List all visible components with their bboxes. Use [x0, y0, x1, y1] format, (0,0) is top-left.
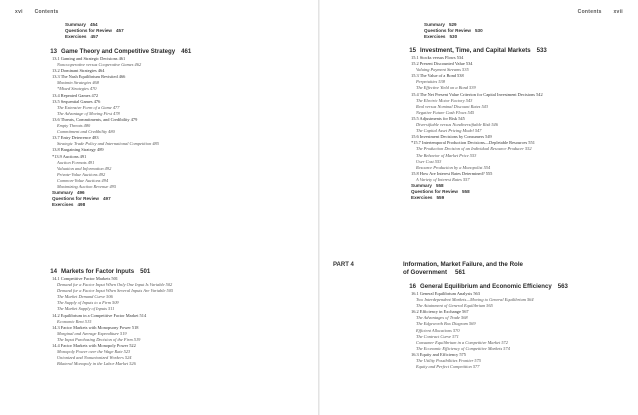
toc-section-entry[interactable]: 15.2 Present Discounted Value 534 [411, 61, 473, 67]
left-running-header [15, 9, 59, 15]
chapter-15-entries [403, 55, 547, 183]
toc-subsection-entry[interactable]: Strategic Trade Policy and International Competition 485 [57, 141, 159, 147]
toc-subsection-entry[interactable]: Common-Value Auctions 494 [57, 177, 109, 183]
toc-subsection-entry[interactable]: The Behavior of Market Price 553 [416, 152, 477, 158]
toc-section-entry[interactable]: 15.6 Investment Decisions by Consumers 549 [411, 134, 492, 140]
chapter-15 [403, 47, 547, 201]
toc-summary-link[interactable]: Summary 454 [65, 22, 98, 27]
toc-subsection-entry[interactable]: Economic Rent 515 [57, 318, 92, 324]
toc-section-entry[interactable]: 15.3 The Value of a Bond 538 [411, 73, 464, 79]
toc-section-entry[interactable]: 16.2 Efficiency in Exchange 567 [411, 309, 469, 315]
toc-subsection-entry[interactable]: Noncooperative versus Cooperative Games 462 [57, 62, 142, 68]
chapter-13-end-items [44, 190, 191, 208]
toc-questions-link[interactable]: Questions for Review 457 [65, 28, 124, 34]
toc-section-entry[interactable]: 14.3 Factor Markets with Monopsony Power 518 [52, 324, 139, 330]
toc-end-item-page: 559 [436, 195, 445, 201]
toc-section-entry[interactable]: 13.4 Repeated Games 472 [52, 92, 99, 98]
toc-subsection-entry[interactable]: Empty Threats 480 [57, 123, 91, 129]
toc-subsection-entry[interactable]: Monopoly Power over the Wage Rate 523 [57, 349, 131, 355]
toc-section-entry[interactable]: 13.6 Threats, Commitments, and Credibility 479 [52, 116, 138, 122]
toc-subsection-entry[interactable]: The Supply of Inputs to a Firm 509 [57, 300, 119, 306]
toc-subsection-entry[interactable]: Auction Formats 491 [57, 159, 95, 165]
toc-subsection-entry[interactable]: The Advantage of Moving First 478 [57, 110, 120, 116]
toc-subsection-entry[interactable]: Negative Future Cash Flows 545 [416, 109, 475, 115]
toc-end-item-label: Summary [52, 190, 73, 196]
toc-end-item-page: 558 [461, 189, 470, 195]
chapter-14-heading[interactable]: 14 Markets for Factor Inputs 501 [50, 268, 151, 275]
toc-end-item-label: Questions for Review [52, 196, 99, 202]
toc-section-entry[interactable]: 16.3 Equity and Efficiency 575 [411, 351, 466, 357]
toc-subsection-entry[interactable]: Diversifiable versus Nondiversifiable Risk 546 [416, 122, 498, 128]
toc-subsection-entry[interactable]: Marginal and Average Expenditure 519 [57, 330, 127, 336]
toc-subsection-entry[interactable]: Valuing Payment Streams 535 [416, 67, 469, 73]
chapter-16-heading[interactable]: 16 General Equilibrium and Economic Efficiency 563 [409, 283, 568, 290]
chapter-15-end-items [403, 183, 547, 201]
toc-section-entry[interactable]: 13.5 Sequential Games 476 [52, 98, 101, 104]
toc-subsection-entry[interactable]: Demand for a Factor Input When Only One Input Is Variable 502 [57, 282, 173, 288]
toc-section-entry[interactable]: *13.9 Auctions 491 [52, 153, 87, 159]
toc-section-entry[interactable]: 16.1 General Equilibrium Analysis 563 [411, 291, 480, 296]
toc-section-entry[interactable]: 14.4 Factor Markets with Monopoly Power 522 [52, 343, 136, 349]
right-top-items [424, 22, 483, 40]
toc-exercises-link[interactable]: Exercises 457 [65, 34, 99, 40]
left-page [0, 0, 318, 415]
toc-subsection-entry[interactable]: Real versus Nominal Discount Rates 543 [416, 103, 489, 109]
toc-questions-link[interactable]: Questions for Review 530 [424, 28, 483, 34]
left-running-title: Contents [34, 9, 59, 15]
toc-subsection-entry[interactable]: The Extensive Form of a Game 477 [57, 104, 120, 110]
toc-section-entry[interactable]: 15.1 Stocks versus Flows 534 [411, 55, 464, 60]
toc-section-entry[interactable]: 13.7 Entry Deterrence 483 [52, 135, 99, 141]
chapter-14-entries [44, 276, 173, 367]
toc-subsection-entry[interactable]: Consumer Equilibrium in a Competitive Market 572 [416, 339, 508, 345]
toc-subsection-entry[interactable]: Maximin Strategies 468 [57, 80, 99, 86]
right-page-number: xvii [613, 9, 623, 15]
chapter-16 [403, 283, 568, 370]
part-4-label: PART 4 [333, 262, 354, 268]
toc-section-entry[interactable]: 13.1 Gaming and Strategic Decisions 461 [52, 56, 126, 61]
toc-subsection-entry[interactable]: Valuation and Information 492 [57, 165, 112, 171]
toc-end-item[interactable] [403, 195, 547, 201]
toc-section-entry[interactable]: 13.2 Dominant Strategies 464 [52, 68, 105, 74]
toc-subsection-entry[interactable]: The Capital Asset Pricing Model 547 [416, 128, 482, 134]
toc-subsection-entry[interactable]: Maximizing Auction Revenue 495 [57, 183, 117, 189]
chapter-13 [44, 48, 191, 208]
toc-subsection-entry[interactable]: The Production Decision of an Individual Resource Producer 552 [416, 146, 532, 152]
toc-subsection-entry[interactable]: The Input Purchasing Decision of the Firm 519 [57, 336, 141, 342]
toc-section-entry[interactable]: 14.1 Competitive Factor Markets 501 [52, 276, 118, 281]
toc-subsection-entry[interactable]: Resource Production by a Monopolist 554 [416, 164, 491, 170]
toc-end-item-label: Exercises [52, 202, 74, 208]
toc-subsection-entry[interactable]: The Edgeworth Box Diagram 569 [416, 321, 476, 327]
toc-end-item[interactable] [44, 202, 191, 208]
toc-end-item-page: 497 [102, 196, 111, 202]
toc-section-entry[interactable]: 15.4 The Net Present Value Criterion for Capital Investment Decisions 542 [411, 91, 543, 97]
chapter-14 [44, 268, 173, 367]
toc-section-entry[interactable]: 15.5 Adjustments for Risk 545 [411, 115, 465, 121]
chapter-15-heading[interactable]: 15 Investment, Time, and Capital Markets 533 [409, 47, 547, 54]
chapter-13-heading[interactable]: 13 Game Theory and Competitive Strategy 461 [50, 48, 192, 55]
toc-end-item-label: Questions for Review [411, 189, 458, 195]
toc-subsection-entry[interactable]: Private-Value Auctions 492 [57, 171, 106, 177]
toc-subsection-entry[interactable]: Two Interdependent Markets—Moving to General Equilibrium 564 [416, 297, 534, 303]
right-running-title: Contents [577, 9, 602, 15]
toc-end-item-label: Summary [411, 182, 432, 188]
toc-subsection-entry[interactable]: The Contract Curve 571 [416, 333, 459, 339]
toc-subsection-entry[interactable]: The Advantages of Trade 568 [416, 315, 468, 321]
toc-subsection-entry[interactable]: Commitment and Credibility 480 [57, 129, 115, 135]
toc-subsection-entry[interactable]: The Utility Possibilities Frontier 575 [416, 358, 481, 364]
toc-subsection-entry[interactable]: Perpetuities 538 [416, 79, 445, 85]
toc-subsection-entry[interactable]: The Economic Efficiency of Competitive Markets 574 [416, 345, 510, 351]
left-page-number: xvi [15, 9, 23, 15]
toc-exercises-link[interactable]: Exercises 530 [424, 34, 458, 40]
chapter-16-entries [403, 291, 568, 370]
toc-section-entry[interactable]: 14.2 Equilibrium in a Competitive Factor Market 514 [52, 312, 147, 318]
chapter-13-entries [44, 56, 191, 190]
toc-subsection-entry[interactable]: Demand for a Factor Input When Several Inputs Are Variable 505 [57, 288, 174, 294]
toc-section-entry[interactable]: 13.8 Bargaining Strategy 489 [52, 147, 104, 153]
toc-subsection-entry[interactable]: Equity and Perfect Competition 577 [416, 364, 480, 370]
toc-section-entry[interactable]: *15.7 Intertemporal Production Decisions—Depletable Resources 551 [411, 140, 535, 146]
toc-subsection-entry[interactable]: The Market Supply of Inputs 511 [57, 306, 115, 312]
toc-subsection-entry[interactable]: The Attainment of General Equilibrium 565 [416, 303, 493, 309]
toc-subsection-entry[interactable]: User Cost 553 [416, 158, 442, 164]
toc-section-entry[interactable]: 15.8 How Are Interest Rates Determined? 555 [411, 170, 493, 176]
toc-subsection-entry[interactable]: *Mixed Strategies 470 [57, 86, 97, 92]
toc-end-item-label: Exercises [411, 195, 433, 201]
toc-subsection-entry[interactable]: Unionized and Nonunionized Workers 524 [57, 355, 132, 361]
toc-subsection-entry[interactable]: The Electric Motor Factory 543 [416, 97, 473, 103]
toc-end-item-page: 496 [76, 190, 85, 196]
toc-summary-link[interactable]: Summary 529 [424, 22, 457, 27]
toc-subsection-entry[interactable]: Efficient Allocations 570 [416, 327, 460, 333]
left-top-items [65, 22, 124, 40]
right-running-header [578, 9, 623, 15]
toc-section-entry[interactable]: 13.3 The Nash Equilibrium Revisited 466 [52, 74, 126, 80]
part-4-title[interactable]: Information, Market Failure, and the Role of Government 561 [403, 261, 523, 276]
toc-end-item-page: 498 [77, 202, 86, 208]
toc-subsection-entry[interactable]: Bilateral Monopoly in the Labor Market 526 [57, 361, 136, 367]
right-page [320, 0, 638, 415]
toc-subsection-entry[interactable]: The Market Demand Curve 506 [57, 294, 113, 300]
toc-end-item-page: 558 [435, 182, 444, 188]
toc-subsection-entry[interactable]: The Effective Yield on a Bond 539 [416, 85, 476, 91]
toc-subsection-entry[interactable]: A Variety of Interest Rates 557 [416, 176, 470, 182]
